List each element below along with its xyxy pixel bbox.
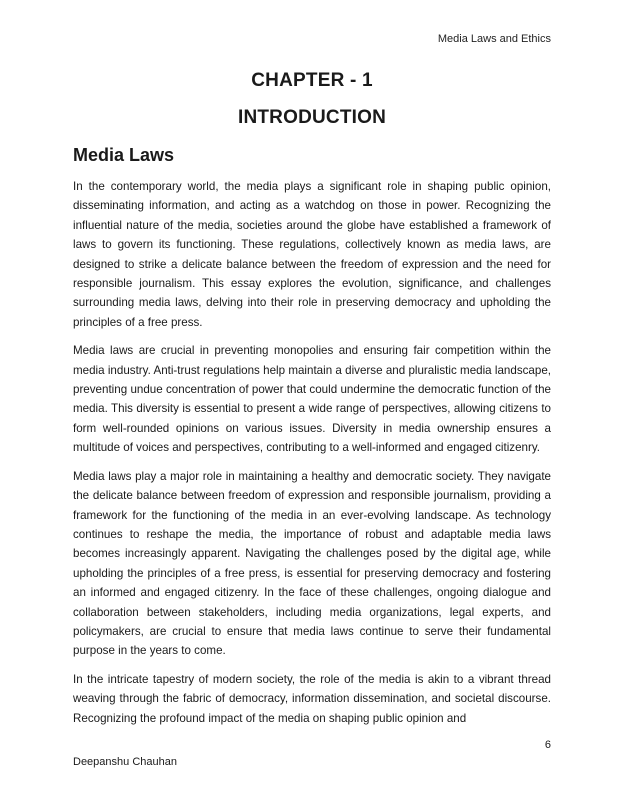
paragraph: Media laws are crucial in preventing monopolies and ensuring fair competition within the media industry. Anti-trust regulations help maintain a diverse and pluralistic media landscape, preventing undue concentration of power that could undermine the democratic function of the media. This diversity is essential to present a wide range of perspectives, allowing citizens to form well-rounded opinions on various issues. Diversity in media ownership ensures a multitude of voices and perspectives, contributing to a well-informed and engaged citizenry. bbox=[73, 344, 551, 455]
page-number: 6 bbox=[544, 739, 551, 751]
running-header: Media Laws and Ethics bbox=[437, 33, 551, 45]
paragraph: In the intricate tapestry of modern society, the role of the media is akin to a vibrant thread weaving through the fabric of democracy, information dissemination, and societal discourse. Recognizing the profound impact of the media on shaping public opinion and bbox=[73, 672, 551, 725]
chapter-label: CHAPTER - 1 bbox=[251, 70, 373, 91]
footer-author: Deepanshu Chauhan bbox=[73, 756, 177, 768]
chapter-title: INTRODUCTION bbox=[237, 107, 387, 128]
section-heading: Media Laws bbox=[73, 145, 175, 165]
body-text bbox=[73, 177, 551, 737]
paragraph: In the contemporary world, the media plays a significant role in shaping public opinion, disseminating information, and acting as a watchdog on those in power. Recognizing the influential nature of the media, societies around the globe have established a framework of laws to govern its functioning. These regulations, collectively known as media laws, are designed to strike a delicate balance between the freedom of expression and the need for responsible journalism. This essay explores the evolution, significance, and challenges surrounding media laws, delving into their role in preserving democracy and upholding the principles of a free press. bbox=[73, 180, 551, 329]
paragraph: Media laws play a major role in maintaining a healthy and democratic society. They navigate the delicate balance between freedom of expression and responsible journalism, providing a framework for the functioning of the media in an ever-evolving landscape. As technology continues to reshape the media, the importance of robust and adaptable media laws becomes increasingly apparent. Navigating the challenges posed by the digital age, while upholding the principles of a free press, is essential for preserving democracy and fostering an informed and engaged citizenry. In the face of these challenges, ongoing dialogue and collaboration between stakeholders, including media organizations, legal experts, and policymakers, are crucial to ensure that media laws continue to serve their fundamental purpose in the years to come. bbox=[73, 469, 551, 658]
